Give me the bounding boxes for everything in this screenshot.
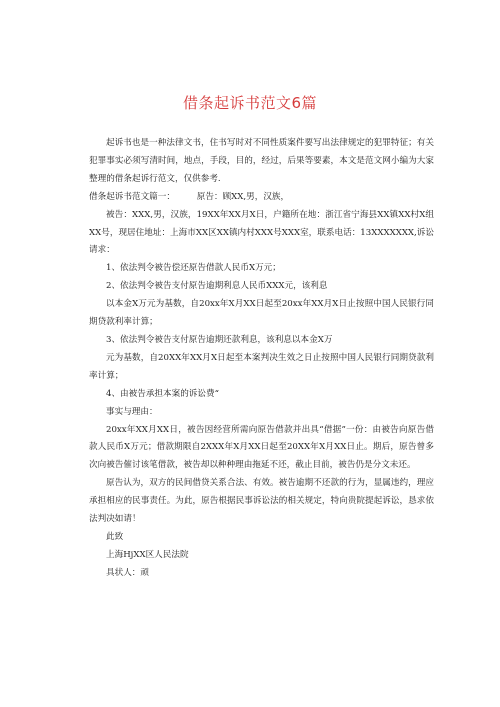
paragraph-claim-2-detail: 以本金X万元为基数，自20xx年X月XX日起至20xx年XX月X日止按照中国人民银行同期贷款利率计算； — [89, 299, 434, 328]
paragraph-claim-2: 2、依法判令被告支付原告逾期利息人民币XXX元，该利息 — [106, 281, 328, 292]
paragraph-intro: 起诉书也是一种法律文书，住书写时对不同性质案件要写出法律规定的犯罪特征；有关犯罪事实必须写清时间，地点，手段，目的，经过，后果等要素，本文是范文网小编为大家整理的借条起诉行范文，仅供参考. — [89, 138, 434, 184]
document-title: 借条起诉书范文6篇 — [182, 94, 318, 112]
paragraph-claim-4: 4、由被告承担本案的诉讼费“ — [106, 388, 219, 399]
paragraph-facts-heading: 事实与理由： — [106, 406, 158, 417]
paragraph-claim-3: 3、依法判令被告支付原告逾期还款利息，该利息以本金X万 — [106, 334, 333, 345]
paragraph-closing-3: 具状人：顽 — [106, 567, 149, 578]
paragraph-defendant: 被告：XXX,男，汉族，19XX年XX月X日，户籍所在地：浙江省宁海县XX镇XX村X组XX号，现居住地址：上海市XX区XX镇内村XXX号XXX室，联系电话：13XXXXXXX,诉讼请求： — [89, 209, 434, 256]
paragraph-closing-1: 此致 — [106, 531, 124, 542]
paragraph-claim-1: 1、依法判令被告偿还原告借款人民币X万元； — [106, 263, 281, 274]
paragraph-claim-3-detail: 元为基数，自20XX年XX月X日起至本案判决生效之日止按照中国人民银行同期贷款利率计算； — [89, 352, 434, 381]
document-body — [89, 135, 434, 583]
paragraph-closing-2: 上海HjXX区人民法院 — [106, 549, 189, 560]
paragraph-sample-heading: 借条起诉书范文篇一： 原告：顾XX,男，汉族， — [89, 191, 290, 202]
paragraph-facts-2: 原告认为，双方的民间借贷关系合法、有效。被告逾期不还款的行为，显属违约，理应承担相应的民事责任。为此，原告根据民事诉讼法的相关规定，特向贵院提起诉讼，恳求依法判决如请！ — [89, 478, 434, 525]
paragraph-facts-1: 20xx年XX月XX日，被告因经营所需向原告借款并出具“借据”一份：由被告向原告借款人民币X万元；借款期限自2XXX年X月XX日起至20XX年X月XX日止。期后，原告曾多次向被告催讨该笔借款，被告却以种种理由拖延不还，截止目前，被告仍是分文未还。 — [89, 424, 434, 471]
